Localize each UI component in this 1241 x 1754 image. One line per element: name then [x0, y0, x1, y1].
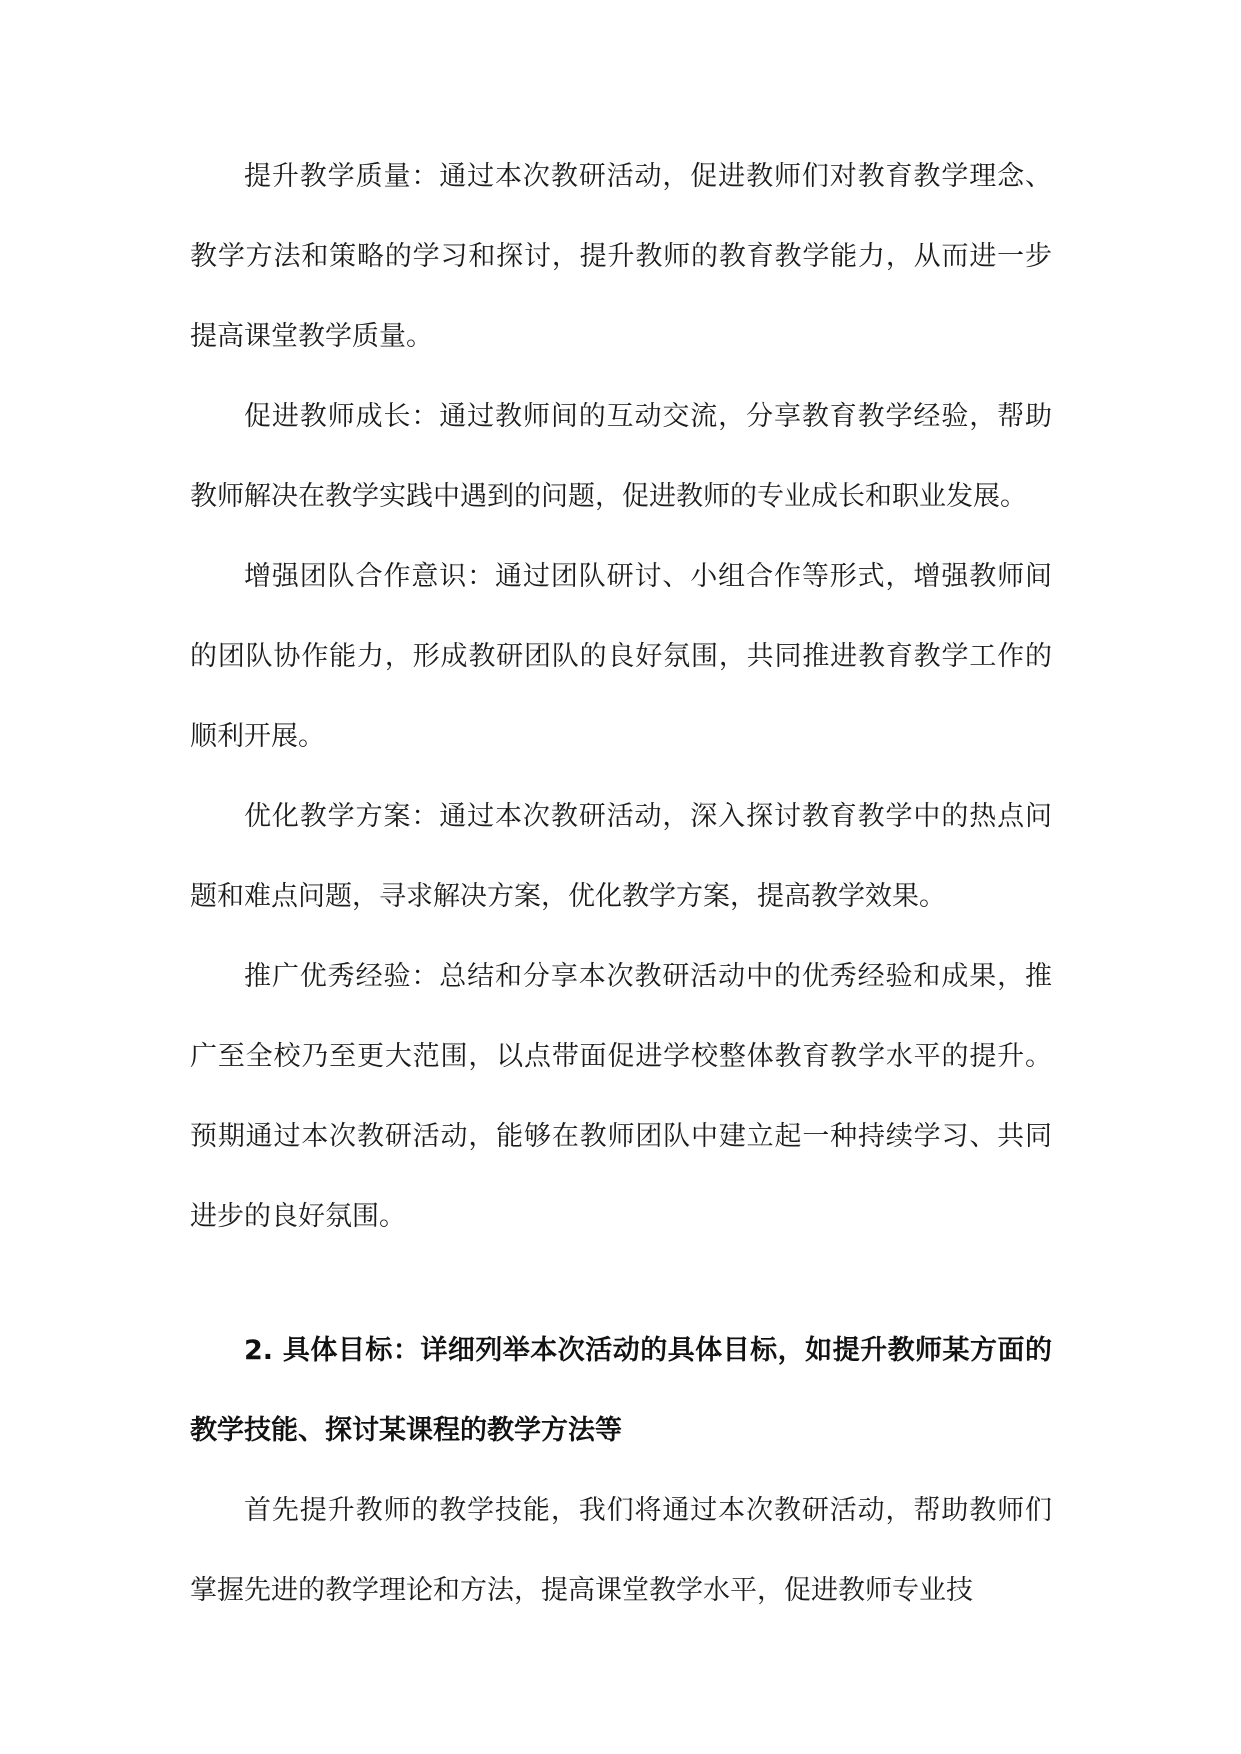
paragraph-teaching-skills: 首先提升教师的教学技能，我们将通过本次教研活动，帮助教师们掌握先进的教学理论和方法，提高课堂教学水平，促进教师专业技: [190, 1495, 1052, 1606]
paragraph-teacher-growth: 促进教师成长：通过教师间的互动交流，分享教育教学经验，帮助教师解决在教学实践中遇到的问题，促进教师的专业成长和职业发展。: [190, 401, 1052, 512]
paragraph-team-cooperation: 增强团队合作意识：通过团队研讨、小组合作等形式，增强教师间的团队协作能力，形成教研团队的良好氛围，共同推进教育教学工作的顺利开展。: [190, 561, 1052, 752]
paragraph-improve-quality: 提升教学质量：通过本次教研活动，促进教师们对教育教学理念、教学方法和策略的学习和探讨，提升教师的教育教学能力，从而进一步提高课堂教学质量。: [190, 161, 1052, 352]
paragraph-promote-experience: 推广优秀经验：总结和分享本次教研活动中的优秀经验和成果，推广至全校乃至更大范围，以点带面促进学校整体教育教学水平的提升。预期通过本次教研活动，能够在教师团队中建立起一种持续学习、共同进步的良好氛围。: [190, 961, 1052, 1232]
paragraph-optimize-plan: 优化教学方案：通过本次教研活动，深入探讨教育教学中的热点问题和难点问题，寻求解决方案，优化教学方案，提高教学效果。: [190, 801, 1052, 912]
document-body: [190, 137, 1052, 1631]
section-heading-specific-goals: 2. 具体目标：详细列举本次活动的具体目标，如提升教师某方面的教学技能、探讨某课程的教学方法等: [190, 1335, 1052, 1446]
